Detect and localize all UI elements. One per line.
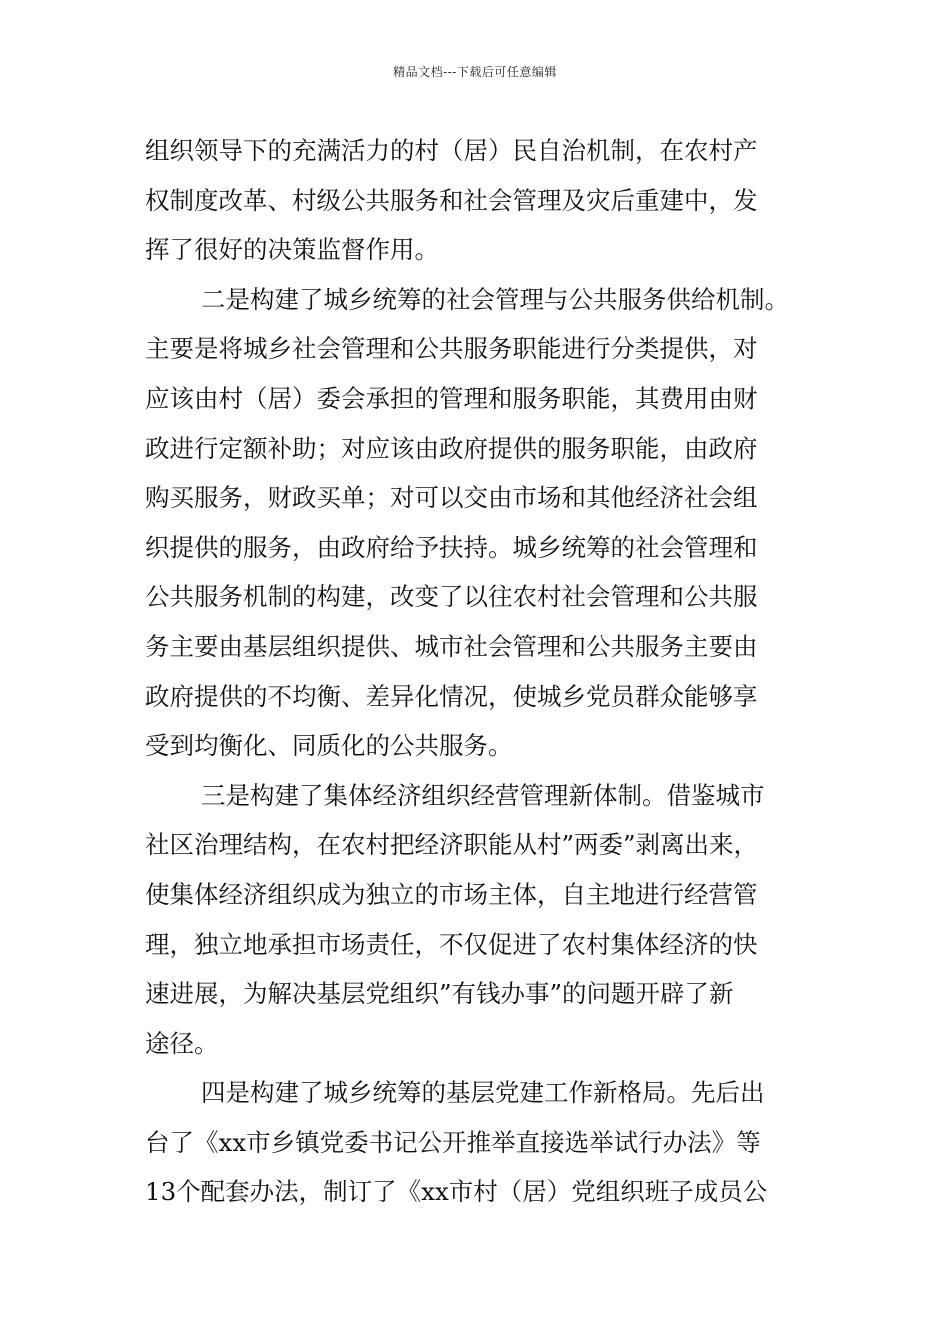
page-header: 精品文档---下载后可任意编辑 [393,65,557,79]
text-line: 台了《xx市乡镇党委书记公开推举直接选举试行办法》等 [145,1127,761,1157]
text-line: 公共服务机制的构建，改变了以往农村社会管理和公共服 [145,582,758,612]
text-line: 理，独立地承担市场责任，不仅促进了农村集体经济的快 [145,929,758,959]
text-line: 应该由村（居）委会承担的管理和服务职能，其费用由财 [145,383,758,413]
text-line: 购买服务，财政买单；对可以交由市场和其他经济社会组 [145,483,758,513]
text-line: 途径。 [145,1028,219,1058]
document-body [145,126,815,1217]
paragraph-start-line: 三是构建了集体经济组织经营管理新体制。借鉴城市 [201,780,765,810]
text-line: 速进展，为解决基层党组织”有钱办事”的问题开辟了新 [145,979,734,1009]
paragraph-start-line: 二是构建了城乡统筹的社会管理与公共服务供给机制。 [201,284,789,314]
paragraph-start-line: 四是构建了城乡统筹的基层党建工作新格局。先后出 [201,1078,765,1108]
text-line: 社区治理结构，在农村把经济职能从村”两委”剥离出来， [145,830,759,860]
text-line: 挥了很好的决策监督作用。 [145,235,439,265]
text-line: 主要是将城乡社会管理和公共服务职能进行分类提供，对 [145,334,758,364]
text-line: 13个配套办法，制订了《xx市村（居）党组织班子成员公 [145,1177,768,1207]
text-line: 权制度改革、村级公共服务和社会管理及灾后重建中，发 [145,185,758,215]
text-line: 组织领导下的充满活力的村（居）民自治机制，在农村产 [145,136,758,165]
text-line: 织提供的服务，由政府给予扶持。城乡统筹的社会管理和 [145,532,758,562]
text-line: 使集体经济组织成为独立的市场主体，自主地进行经营管 [145,879,758,909]
text-line: 受到均衡化、同质化的公共服务。 [145,731,513,761]
text-line: 政进行定额补助；对应该由政府提供的服务职能，由政府 [145,433,758,463]
text-line: 务主要由基层组织提供、城市社会管理和公共服务主要由 [145,631,758,661]
text-line: 政府提供的不均衡、差异化情况，使城乡党员群众能够享 [145,681,758,711]
